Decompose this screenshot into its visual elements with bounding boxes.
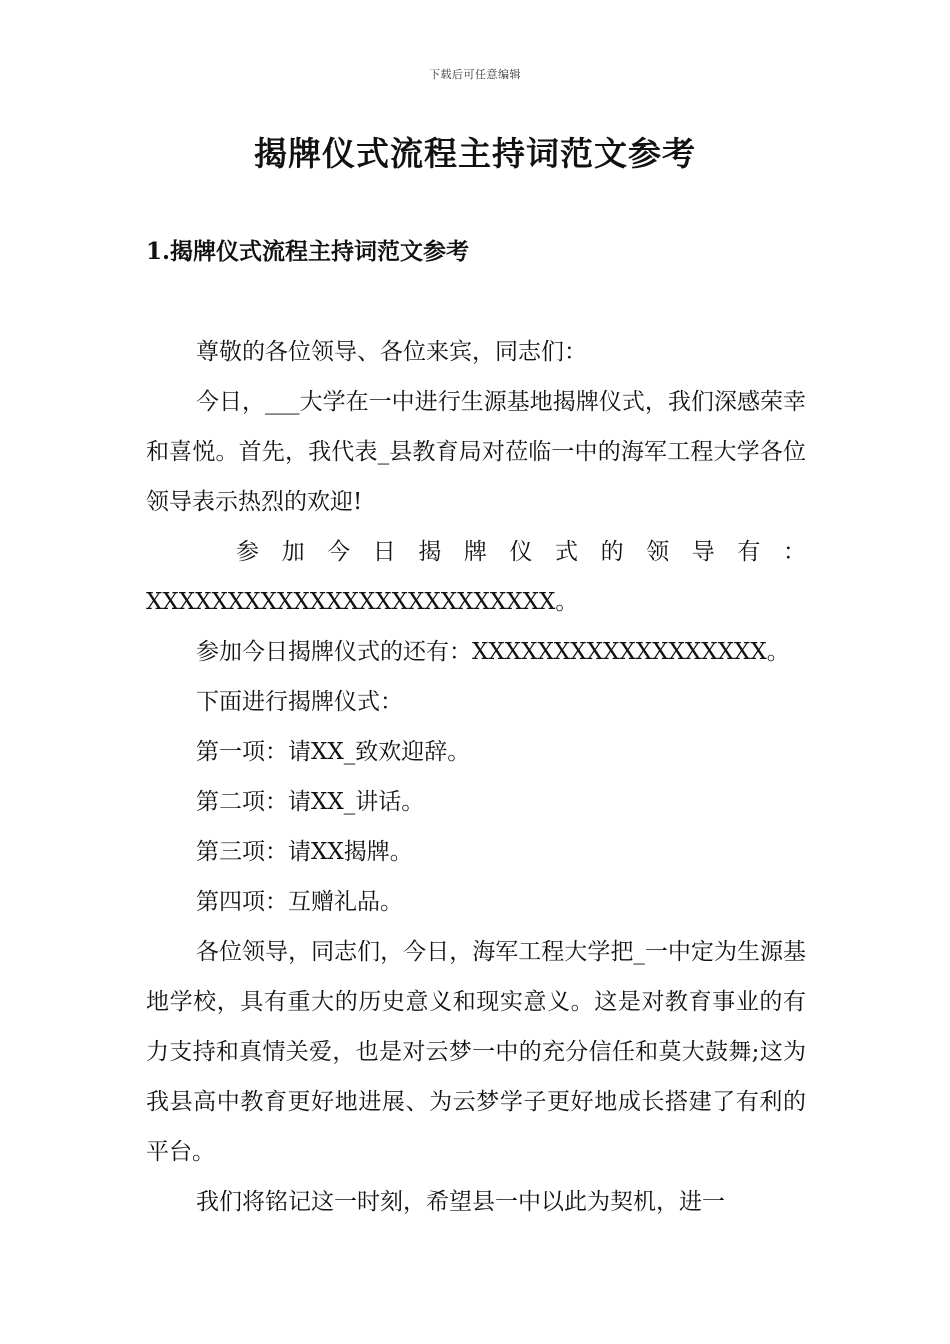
agenda-item-3: 第三项：请XX揭牌。 (196, 839, 413, 865)
spread-char: 日 (372, 539, 396, 565)
spread-char: 导 (691, 539, 715, 565)
agenda-item-4: 第四项：互赠礼品。 (196, 889, 403, 915)
section-heading: 1.揭牌仪式流程主持词范文参考 (146, 238, 470, 265)
spread-char: 揭 (418, 539, 442, 565)
paragraph-salutation: 尊敬的各位领导、各位来宾，同志们： (196, 339, 587, 365)
spread-char: 式 (555, 539, 579, 565)
agenda-item-2: 第二项：请XX_讲话。 (196, 789, 425, 815)
spread-char: 加 (281, 539, 305, 565)
paragraph-significance: 各位领导，同志们，今日，海军工程大学把_一中定为生源基地学校，具有重大的历史意义和现实意义。这是对教育事业的有力支持和真情关爱，也是对云梦一中的充分信任和莫大鼓舞;这为我县高中教育更好地进展、为云梦学子更好地成长搭建了有利的平台。 (146, 939, 806, 1165)
paragraph-opening: 今日，___大学在一中进行生源基地揭牌仪式，我们深感荣幸和喜悦。首先，我代表_县教育局对莅临一中的海军工程大学各位领导表示热烈的欢迎! (146, 389, 806, 515)
paragraph-leaders-names: XXXXXXXXXXXXXXXXXXXXXXXXX。 (146, 589, 579, 615)
paragraph-ceremony-intro: 下面进行揭牌仪式： (196, 689, 403, 715)
paragraph-closing: 我们将铭记这一时刻，希望县一中以此为契机，进一 (196, 1189, 725, 1215)
document-title: 揭牌仪式流程主持词范文参考 (254, 134, 696, 173)
spread-char: 参 (236, 539, 259, 565)
agenda-item-1: 第一项：请XX_致欢迎辞。 (196, 739, 471, 765)
spread-char: 牌 (463, 539, 487, 565)
spread-char: 仪 (509, 539, 533, 565)
paragraph-leaders-label (146, 527, 806, 577)
spread-char: 今 (327, 539, 351, 565)
header-note: 下载后可任意编辑 (429, 68, 521, 81)
spread-char: 的 (600, 539, 624, 565)
document-body (146, 327, 806, 1227)
spread-char: ： (782, 539, 806, 565)
spread-char: 有 (737, 539, 761, 565)
spread-char: 领 (646, 539, 670, 565)
paragraph-others: 参加今日揭牌仪式的还有：XXXXXXXXXXXXXXXXXX。 (196, 639, 790, 665)
